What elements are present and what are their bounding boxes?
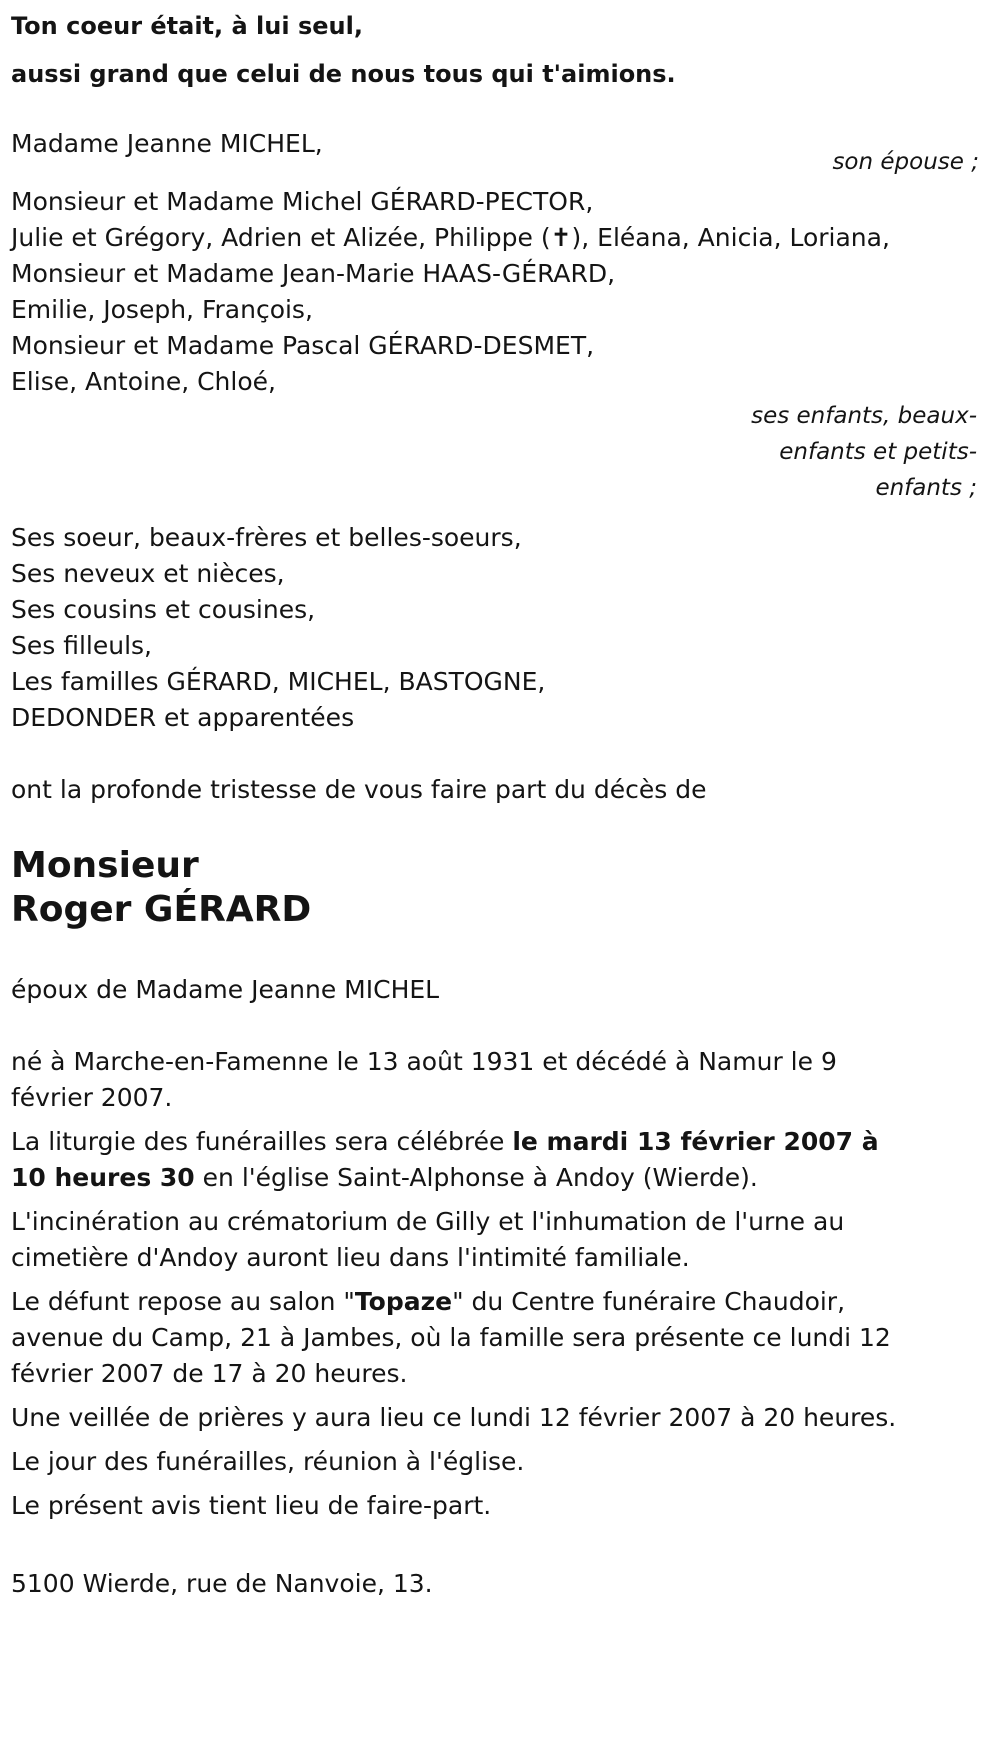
cremation-text: L'incinération au crématorium de Gilly et l'inhumation de l'urne au cimetière d'Andoy auront lieu dans l'intimité familiale.: [11, 1207, 845, 1272]
family-line: Emilie, Joseph, François,: [11, 295, 313, 324]
meeting-text: Le jour des funérailles, réunion à l'église.: [11, 1447, 525, 1476]
motto-line: Ton coeur était, à lui seul,: [11, 12, 363, 40]
relatives-line: DEDONDER et apparentées: [11, 703, 355, 732]
relatives-line: Ses cousins et cousines,: [11, 595, 316, 624]
relatives-line: Ses neveux et nièces,: [11, 559, 285, 588]
obituary-notice: [11, 0, 989, 1604]
liturgy-prefix: La liturgie des funérailles sera célébrée: [11, 1127, 513, 1156]
salon-name: Topaze: [354, 1287, 453, 1316]
liturgy-text: [11, 1124, 911, 1196]
deceased-heading: [11, 844, 989, 932]
children-role-line: ses enfants, beaux-: [751, 403, 977, 429]
family-line: Monsieur et Madame Pascal GÉRARD-DESMET,: [11, 331, 595, 360]
announcement-text: ont la profonde tristesse de vous faire part du décès de: [11, 775, 707, 804]
rest-suffix: " du Centre funéraire Chaudoir, avenue du Camp, 21 à Jambes, où la famille sera présente ce lundi 12 février 2007 de 17 à 20 heures.: [11, 1287, 891, 1388]
motto-line: aussi grand que celui de nous tous qui t'aimions.: [11, 60, 676, 88]
motto: [11, 0, 989, 94]
relatives-block: [11, 520, 989, 736]
deceased-name: Roger GÉRARD: [11, 889, 312, 930]
family-line: Elise, Antoine, Chloé,: [11, 367, 276, 396]
notice-text: Le présent avis tient lieu de faire-part.: [11, 1491, 492, 1520]
children-role-line: enfants et petits-: [779, 439, 977, 465]
family-line: Monsieur et Madame Jean-Marie HAAS-GÉRARD,: [11, 259, 616, 288]
relatives-line: Ses soeur, beaux-frères et belles-soeurs,: [11, 523, 522, 552]
spouse-block: [11, 124, 989, 176]
spouse-name: Madame Jeanne MICHEL,: [11, 129, 323, 158]
family-line: Julie et Grégory, Adrien et Alizée, Philippe (✝), Eléana, Anicia, Loriana,: [11, 223, 890, 252]
relatives-line: Ses filleuls,: [11, 631, 153, 660]
relatives-line: Les familles GÉRARD, MICHEL, BASTOGNE,: [11, 667, 546, 696]
address-text: 5100 Wierde, rue de Nanvoie, 13.: [11, 1569, 433, 1598]
rest-prefix: Le défunt repose au salon ": [11, 1287, 355, 1316]
birth-death-text: né à Marche-en-Famenne le 13 août 1931 et décédé à Namur le 9 février 2007.: [11, 1047, 837, 1112]
children-role: [727, 398, 977, 506]
liturgy-datetime: le mardi 13 février 2007 à 10 heures 30: [11, 1127, 879, 1192]
spouse-role: son épouse ;: [832, 149, 979, 175]
rest-text: [11, 1284, 911, 1392]
vigil-text: Une veillée de prières y aura lieu ce lundi 12 février 2007 à 20 heures.: [11, 1403, 897, 1432]
children-role-line: enfants ;: [875, 475, 977, 501]
family-line: Monsieur et Madame Michel GÉRARD-PECTOR,: [11, 187, 594, 216]
children-block: [11, 184, 989, 506]
deceased-relation: époux de Madame Jeanne MICHEL: [11, 975, 440, 1004]
liturgy-suffix: en l'église Saint-Alphonse à Andoy (Wierde).: [194, 1163, 758, 1192]
deceased-title: Monsieur: [11, 845, 199, 886]
